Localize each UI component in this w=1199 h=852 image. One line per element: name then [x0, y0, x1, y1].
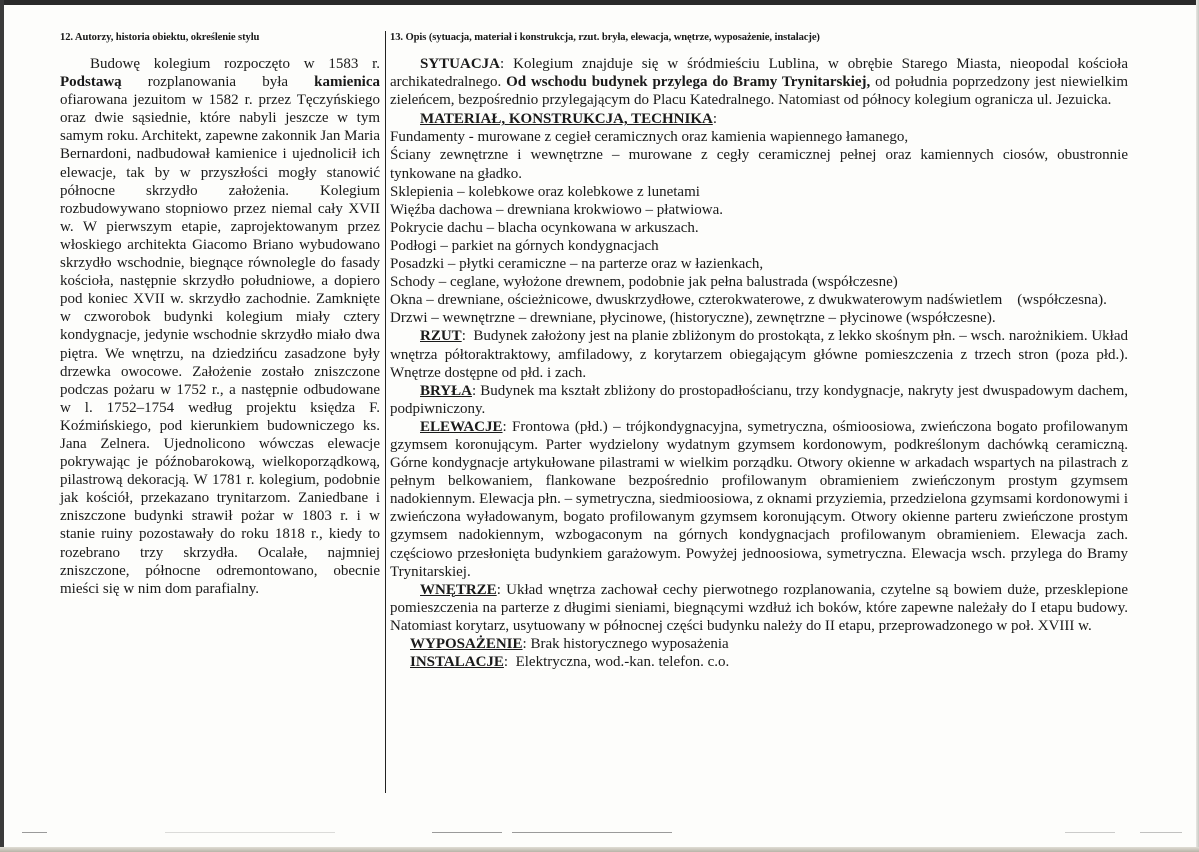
- bryla-label: BRYŁA: [420, 382, 472, 399]
- scan-artifact-line: [1065, 832, 1115, 833]
- scan-left-edge: [0, 0, 4, 852]
- elewacje-paragraph: [390, 418, 1128, 581]
- history-text: rozplanowania była: [121, 74, 315, 91]
- material-item: Sklepienia – kolebkowe oraz kolebkowe z lunetami: [390, 183, 700, 200]
- wnetrze-text: : Układ wnętrza zachował cechy pierwotnego rozplanowania, czytelne są bowiem duże, przesklepione pomieszczenia na parterze z długimi sieniami, biegnącymi wzdłuż ich boków, które zapewne należały do I etapu budowy. Natomiast korytarz, usytuowany w północnej części budynku należy do II etapu, przeprowadzonego w poł. XVIII w.: [390, 581, 1128, 634]
- history-paragraph: [60, 55, 380, 598]
- history-column: [60, 31, 380, 598]
- history-text: ofiarowana jezuitom w 1582 r. przez Tęczyńskiego oraz dwie sąsiednie, które nabyli jeszcze w tym samym roku. Architekt, zapewne zakonnik Jan Maria Bernardoni, nadbudował kamienice i ujednolicił ich elewacje, tak by w przyszłości mogły stanowić północne skrzydło założenia. Kolegium rozbudowywano stopniowo przez niemal cały XVII w. W pierwszym etapie, zaprojektowanym przez włoskiego architekta Giacomo Briano wybudowano skrzydło wschodnie, biegnące równolegle do fasady kościoła, następnie skrzydło południowe, a dopiero pod koniec XVII w. skrzydło zachodnie. Zamknięte w czworobok budynki kolegium miały cztery kondygnacje, jedynie wschodnie skrzydło miało dwa piętra. We wnętrzu, na dziedzińcu zasadzone były drzewka owocowe. Założenie zostało zniszczone podczas pożaru w 1752 r., a następnie odbudowane w l. 1752–1754 według projektu księdza F. Koźmińskiego, pod kierunkiem budowniczego ks. Jana Zelnera. Ujednolicono wówczas elewacje pokrywając je późnobarokową, wielkoporządkową, pilastrową dekoracją. W 1781 r. kolegium, podobnie jak kościół, przekazano trynitarzom. Zaniedbane i zniszczone budynki strawił pożar w 1803 r. i w stanie ruiny pozostawały do roku 1818 r., kiedy to rozebrano trzy skrzydła. Ocalałe, najmniej zniszczone, północne odremontowano, obecnie mieści się w nim dom parafialny.: [60, 92, 380, 597]
- description-column: [390, 31, 1132, 671]
- scan-artifact-line: [165, 832, 335, 833]
- material-item: Ściany zewnętrzne i wewnętrzne – murowane z cegły ceramicznej pełnej oraz kamiennych ciosów, obustronnie tynkowane na gładko.: [390, 147, 1128, 182]
- material-list: [390, 128, 1128, 327]
- sytuacja-paragraph: [390, 55, 1128, 109]
- material-item: Drzwi – wewnętrzne – drewniane, płycinowe, (historyczne), zewnętrzne – płycinowe (współczesne).: [390, 310, 996, 327]
- material-item: Schody – ceglane, wyłożone drewnem, podobnie jak pełna balustrada (współczesne): [390, 274, 898, 291]
- scan-artifact-line: [512, 832, 672, 833]
- scan-artifact-line: [1140, 832, 1182, 833]
- scan-top-edge: [0, 0, 1199, 5]
- section-heading-history: 12. Autorzy, historia obiektu, określenie stylu: [60, 32, 260, 43]
- material-label: MATERIAŁ, KONSTRUKCJA, TECHNIKA: [420, 111, 713, 128]
- rzut-paragraph: [390, 327, 1132, 381]
- material-item: Pokrycie dachu – blacha ocynkowana w arkuszach.: [390, 219, 699, 236]
- wnetrze-paragraph: [390, 581, 1128, 635]
- material-item: Podłogi – parkiet na górnych kondygnacjach: [390, 237, 659, 254]
- history-bold-term: Podstawą: [60, 74, 122, 91]
- instalacje-label: INSTALACJE: [410, 654, 504, 671]
- wyposazenie-text: : Brak historycznego wyposażenia: [522, 636, 729, 652]
- instalacje-paragraph: [390, 653, 1128, 671]
- rzut-label: RZUT: [420, 328, 462, 345]
- scan-bottom-edge: [0, 847, 1199, 852]
- material-item: Okna – drewniane, ościeżnicowe, dwuskrzydłowe, czterokwaterowe, z dwukwaterowym nadświetlem (współczesna).: [390, 292, 1107, 309]
- material-item: Więźba dachowa – drewniana krokwiowo – płatwiowa.: [390, 201, 724, 218]
- material-item: Posadzki – płytki ceramiczne – na parterze oraz w łazienkach,: [390, 256, 764, 273]
- wyposazenie-label: WYPOSAŻENIE: [410, 636, 523, 652]
- scan-artifact-line: [22, 832, 47, 833]
- history-bold-term: kamienica: [314, 74, 380, 91]
- material-heading: [390, 110, 1128, 128]
- sytuacja-bold-text: Od wschodu budynek przylega do Bramy Trynitarskiej,: [506, 74, 871, 91]
- rzut-text: : Budynek założony jest na planie zbliżonym do prostokąta, z lekko skośnym płn. – wsch. narożnikiem. Układ wnętrza półtoraktraktowy, amfiladowy, z korytarzem obiegającym główne pomieszczenia z trzech stron (poza płd.). Wnętrze dostępne od płd. i zach.: [390, 328, 1132, 381]
- sytuacja-label: SYTUACJA: [420, 56, 501, 72]
- bryla-text: : Budynek ma kształt zbliżony do prostopadłościanu, trzy kondygnacje, nakryty jest dwuspadowym dachem, podpiwniczony.: [390, 382, 1128, 417]
- sytuacja-text: od południa poprzedzony jest niewielkim zieleńcem, bezpośrednio przylegającym do Placu Katedralnego. Natomiast od północy kolegium ogranicza ul. Jezuicka.: [390, 74, 1128, 109]
- material-item: Fundamenty - murowane z cegieł ceramicznych oraz kamienia wapiennego łamanego,: [390, 129, 909, 146]
- material-colon: :: [712, 111, 717, 128]
- sytuacja-text: : Kolegium znajduje się w śródmieściu Lublina, w obrębie Starego Miasta, nieopodal kościoła archikatedralnego.: [390, 56, 1128, 91]
- instalacje-text: : Elektryczna, wod.-kan. telefon. c.o.: [503, 654, 730, 671]
- column-divider: [385, 31, 386, 793]
- elewacje-text: : Frontowa (płd.) – trójkondygnacyjna, symetryczna, ośmioosiowa, zwieńczona bogato profilowanym gzymsem koronującym. Parter wydzielony wydatnym gzymsem kordonowym, podkreślonym dachówką ceramiczną. Górne kondygnacje artykułowane pilastrami w wielkim porządku. Otwory okienne w arkadach wspartych na pilastrach z pełnym belkowaniem, flankowane bezpośrednio profilowanym obramieniem zwieńczonym prostym gzymsem nadokiennym. Elewacja płn. – symetryczna, siedmioosiowa, z oknami przyziemia, przedzielona gzymsami kordonowymi i zwieńczona wyładowanym, bogato profilowanym gzymsem koronującym. Otwory okienne parteru zwieńczone prostym gzymsem nadokiennym, wzbogaconym na górnych kondygnacjach profilowanym obramieniem. Elewacja zach. częściowo przesłonięta budynkiem garażowym. Powyżej jednoosiowa, symetryczna. Elewacja wsch. przylega do Bramy Trynitarskiej.: [390, 418, 1128, 580]
- elewacje-label: ELEWACJE: [420, 418, 503, 435]
- history-text: Budowę kolegium rozpoczęto w 1583 r.: [90, 56, 380, 72]
- bryla-paragraph: [390, 382, 1128, 418]
- scan-artifact-line: [432, 832, 502, 833]
- wnetrze-label: WNĘTRZE: [420, 581, 497, 598]
- section-heading-description: 13. Opis (sytuacja, materiał i konstrukcja, rzut. bryła, elewacja, wnętrze, wyposażenie, instalacje): [390, 32, 820, 43]
- wyposazenie-paragraph: [390, 635, 1128, 653]
